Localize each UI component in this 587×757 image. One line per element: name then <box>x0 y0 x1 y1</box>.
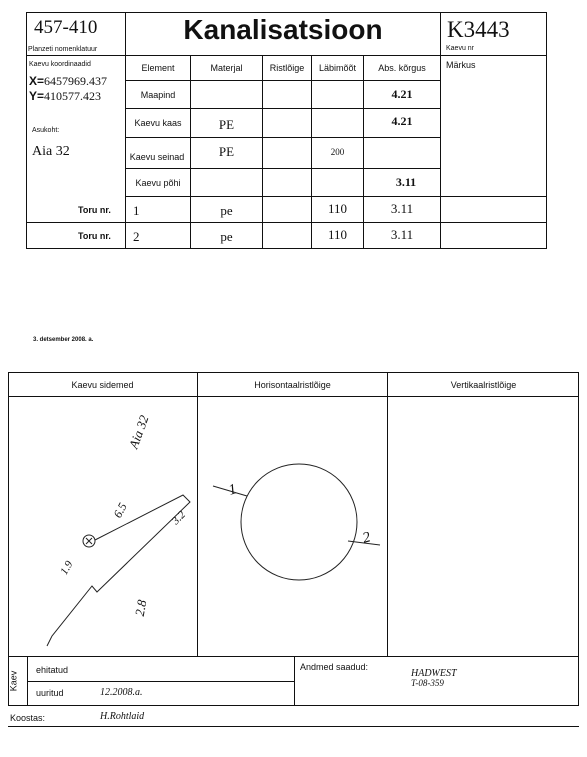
col-header-note: Märkus <box>446 60 476 70</box>
data-label: Andmed saadud: <box>300 662 369 672</box>
note-65: 6.5 <box>110 500 130 521</box>
well-id-label: Kaevu nr <box>446 45 475 52</box>
sketch-col-ties: Kaevu sidemed <box>71 379 134 390</box>
surveyed-label: uuritud <box>36 688 64 698</box>
sketch-col-vertical: Vertikaalristlõige <box>450 379 517 390</box>
location-label: Asukoht: <box>32 127 60 134</box>
note-aia: Aia 32 <box>125 413 152 451</box>
note-19: 1.9 <box>58 559 76 577</box>
data-value-1: HADWEST <box>411 668 457 679</box>
col-header-material: Materjal <box>210 63 243 73</box>
note-pipe1: 1 <box>226 481 239 499</box>
data-value-2: T-08-359 <box>411 678 444 688</box>
sheet-number: 457-410 <box>34 17 98 38</box>
col-header-element: Element <box>141 63 175 73</box>
surveyed-value: 12.2008.a. <box>100 687 143 698</box>
note-28: 2.8 <box>131 598 150 618</box>
col-header-height: Abs. kõrgus <box>378 63 426 73</box>
built-label: ehitatud <box>36 665 69 675</box>
compiled-label: Koostas: <box>10 713 46 723</box>
sheet-number-label: Planzeti nomenklatuur <box>28 46 98 53</box>
note-pipe2: 2 <box>360 529 373 547</box>
well-id: K3443 <box>447 17 510 42</box>
coord-x: X=6457969.437 <box>29 74 108 88</box>
compiled-value: H.Rohtlaid <box>100 711 145 722</box>
date-line: 3. detsember 2008. a. <box>33 337 94 343</box>
note-32: 3.2 <box>169 508 188 528</box>
well-circle <box>241 464 357 580</box>
page-title: Kanalisatsioon <box>183 14 383 45</box>
coords-label: Kaevu koordinaadid <box>29 61 91 68</box>
coord-y: Y=410577.423 <box>29 89 102 103</box>
side-label: Kaev <box>8 670 19 692</box>
location-value: Aia 32 <box>32 144 70 159</box>
col-header-diameter: Läbimõõt <box>318 63 357 73</box>
col-header-cross: Ristlõige <box>269 63 305 73</box>
sketch-col-horizontal: Horisontaalristlõige <box>254 379 331 390</box>
